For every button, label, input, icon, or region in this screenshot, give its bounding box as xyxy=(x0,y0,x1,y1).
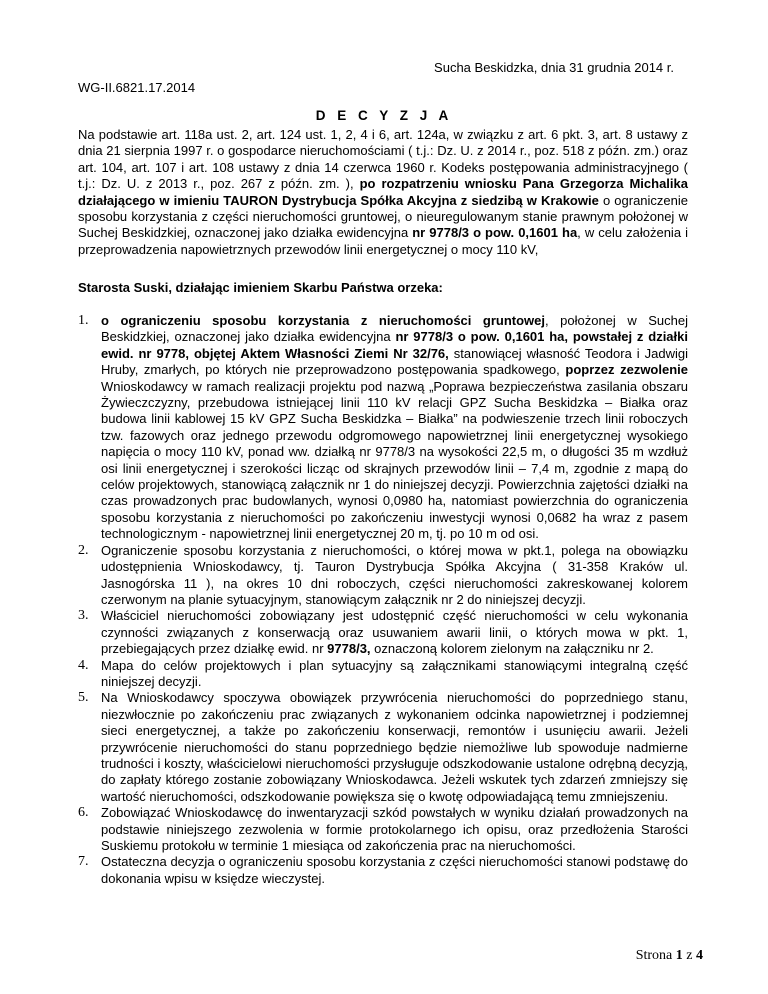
page-of-label: z xyxy=(686,948,693,963)
item-text: Mapa do celów projektowych i plan sytuacyjny są załącznikami stanowiącymi integralną część niniejszej decyzji. xyxy=(101,657,688,689)
item-text: Ograniczenie sposobu korzystania z nieruchomości, o której mowa w pkt.1, polega na obowiązku udostępnienia Wnioskodawcy, tj. Tauron Dystrybucja Spółka Akcyjna ( 31-358 Kraków ul. Jasnogórska 11 ), na okres 10 dni roboczych, części nieruchomości zakreskowanej kolorem czerwonym na planie sytuacyjnym, stanowiącym załącznik nr 2 do niniejszej decyzji. xyxy=(101,542,688,607)
intro-paragraph xyxy=(78,127,688,258)
item-number: 1. xyxy=(78,313,89,328)
item-text: , położonej w Suchej Beskidzkiej, oznaczonej jako działka ewidencyjna xyxy=(101,313,688,345)
intro-text-1: Na podstawie art. 118a ust. 2, art. 124 ust. 1, 2, 4 i 6, art. 124a, w związku z art. 6 pkt. 3, art. 8 ustawy z dnia 21 sierpnia 1997 r. o gospodarce nieruchomościami ( t.j.: Dz. U. z 2014 r., poz. 518 z późn. zm.) oraz art. 104, art. 107 i art. 108 ustawy z dnia 14 czerwca 1960 r. Kodeks postępowania administracyjnego ( t.j.: Dz. U. z 2013 r., poz. 267 z późn. zm. ), xyxy=(78,127,688,192)
place-date: Sucha Beskidzka, dnia 31 grudnia 2014 r. xyxy=(434,60,674,75)
item-bold: poprzez zezwolenie xyxy=(565,362,688,378)
intro-text-2: o ograniczenie sposobu korzystania z części nieruchomości gruntowej, o nieuregulowanym stanie prawnym położonej w Suchej Beskidzkiej, oznaczonej jako działka ewidencyjna xyxy=(78,192,688,241)
item-text: Wnioskodawcy w ramach realizacji projektu pod nazwą „Poprawa bezpieczeństwa zasilania obszaru Żywieczczyzny, przebudowa istniejącej linii 110 kV relacji GPZ Sucha Beskidzka – Białka oraz budowa linii kablowej 15 kV GPZ Sucha Beskidzka – Białka” na podwieszenie trzech linii roboczych tzw. fazowych oraz jednego przewodu odgromowego napowietrznej linii energetycznej wysokiego napięcia o mocy 110 kV, ponad ww. działką nr 9778/3 na wysokości 22,5 m, o długości 35 m wzdłuż osi linii energetycznej i szerokości licząc od skrajnych przewodów linii – 7,4 m, zgodnie z mapą do celów projektowych, stanowiącą załącznik nr 1 do niniejszej decyzji. Powierzchnia zajętości działki na czas prowadzonych prac budowlanych, wynosi 0,0980 ha, natomiast powierzchnia do ograniczenia sposobu korzystania z nieruchomości po zakończeniu inwestycji wynosi 0,0682 ha wraz z pasem technologicznym - napowietrznej linii energetycznej 20 m, tj. po 10 m od osi. xyxy=(101,378,688,542)
item-bold: 9778/3, xyxy=(327,641,371,657)
item-text: oznaczoną kolorem zielonym na załączniku nr 2. xyxy=(370,641,654,657)
intro-bold-1: po rozpatrzeniu wniosku Pana Grzegorza Michalika działającego w imieniu TAURON Dystrybucja Spółka Akcyjna z siedzibą w Krakowie xyxy=(78,176,688,208)
page-label: Strona xyxy=(635,948,673,963)
list-item xyxy=(78,690,688,805)
list-item xyxy=(78,854,688,887)
item-text: Ostateczna decyzja o ograniczeniu sposobu korzystania z części nieruchomości stanowi podstawę do dokonania wpisu w księdze wieczystej. xyxy=(101,854,688,886)
item-number: 3. xyxy=(78,608,89,624)
item-number: 6. xyxy=(78,805,89,821)
case-number: WG-II.6821.17.2014 xyxy=(78,80,196,95)
list-item xyxy=(78,658,688,691)
current-page-number: 1 xyxy=(675,948,683,963)
decision-title: D E C Y Z J A xyxy=(315,108,453,123)
starosta-line: Starosta Suski, działając imieniem Skarbu Państwa orzeka: xyxy=(78,280,443,295)
item-text: Właściciel nieruchomości zobowiązany jest udostępnić część nieruchomości w celu wykonania czynności związanych z konserwacją oraz usuwaniem awarii linii, o których mowa w pkt. 1, przebiegających przez działkę ewid. nr xyxy=(101,608,688,657)
list-item xyxy=(78,543,688,609)
total-pages-number: 4 xyxy=(696,948,703,963)
item-number: 5. xyxy=(78,690,89,706)
intro-text-3: , w celu założenia i przeprowadzenia napowietrznych przewodów linii energetycznej o mocy 110 kV, xyxy=(78,225,688,257)
item-text: stanowiącej własność Teodora i Jadwigi Hruby, zmarłych, po których nie przeprowadzono postępowania spadkowego, xyxy=(101,345,688,378)
item-text: Na Wnioskodawcy spoczywa obowiązek przywrócenia nieruchomości do poprzedniego stanu, niezwłocznie po zakończeniu prac związanych z wykonaniem odcinka napowietrznej i podziemnej sieci energetycznej, a także po zakończeniu konserwacji, remontów i usunięciu awarii. Jeżeli przywrócenie nieruchomości do stanu poprzedniego będzie niemożliwe lub spowoduje nadmierne trudności i koszty, właścicielowi nieruchomości przysługuje odszkodowanie ustalone odrębną decyzją, do zapłaty którego zostanie zobowiązany Wnioskodawca. Jeżeli wskutek tych zdarzeń zmniejszy się wartość nieruchomości, odszkodowanie powiększa się o kwotę odpowiadającą temu zmniejszeniu. xyxy=(101,690,688,804)
list-item xyxy=(78,805,688,854)
item-number: 4. xyxy=(78,657,89,673)
item-text: Zobowiązać Wnioskodawcę do inwentaryzacji szkód powstałych w wyniku działań prowadzonych na podstawie niniejszego zezwolenia w formie protokolarnego ich opisu, oraz przedłożenia Starości Suskiemu protokołu w terminie 1 miesiąca od zakończenia prac na nieruchomości. xyxy=(101,805,688,853)
decision-list xyxy=(78,313,688,887)
item-bold: o ograniczeniu sposobu korzystania z nieruchomości gruntowej xyxy=(101,313,546,328)
page-footer xyxy=(636,948,703,964)
list-item xyxy=(78,313,688,543)
list-item xyxy=(78,608,688,657)
item-number: 2. xyxy=(78,542,89,558)
intro-bold-2: nr 9778/3 o pow. 0,1601 ha xyxy=(412,225,578,241)
item-number: 7. xyxy=(78,854,89,870)
item-bold: nr 9778/3 o pow. 0,1601 ha, powstałej z działki ewid. nr 9778, objętej Aktem Własności Ziemi Nr 32/76, xyxy=(101,329,688,361)
